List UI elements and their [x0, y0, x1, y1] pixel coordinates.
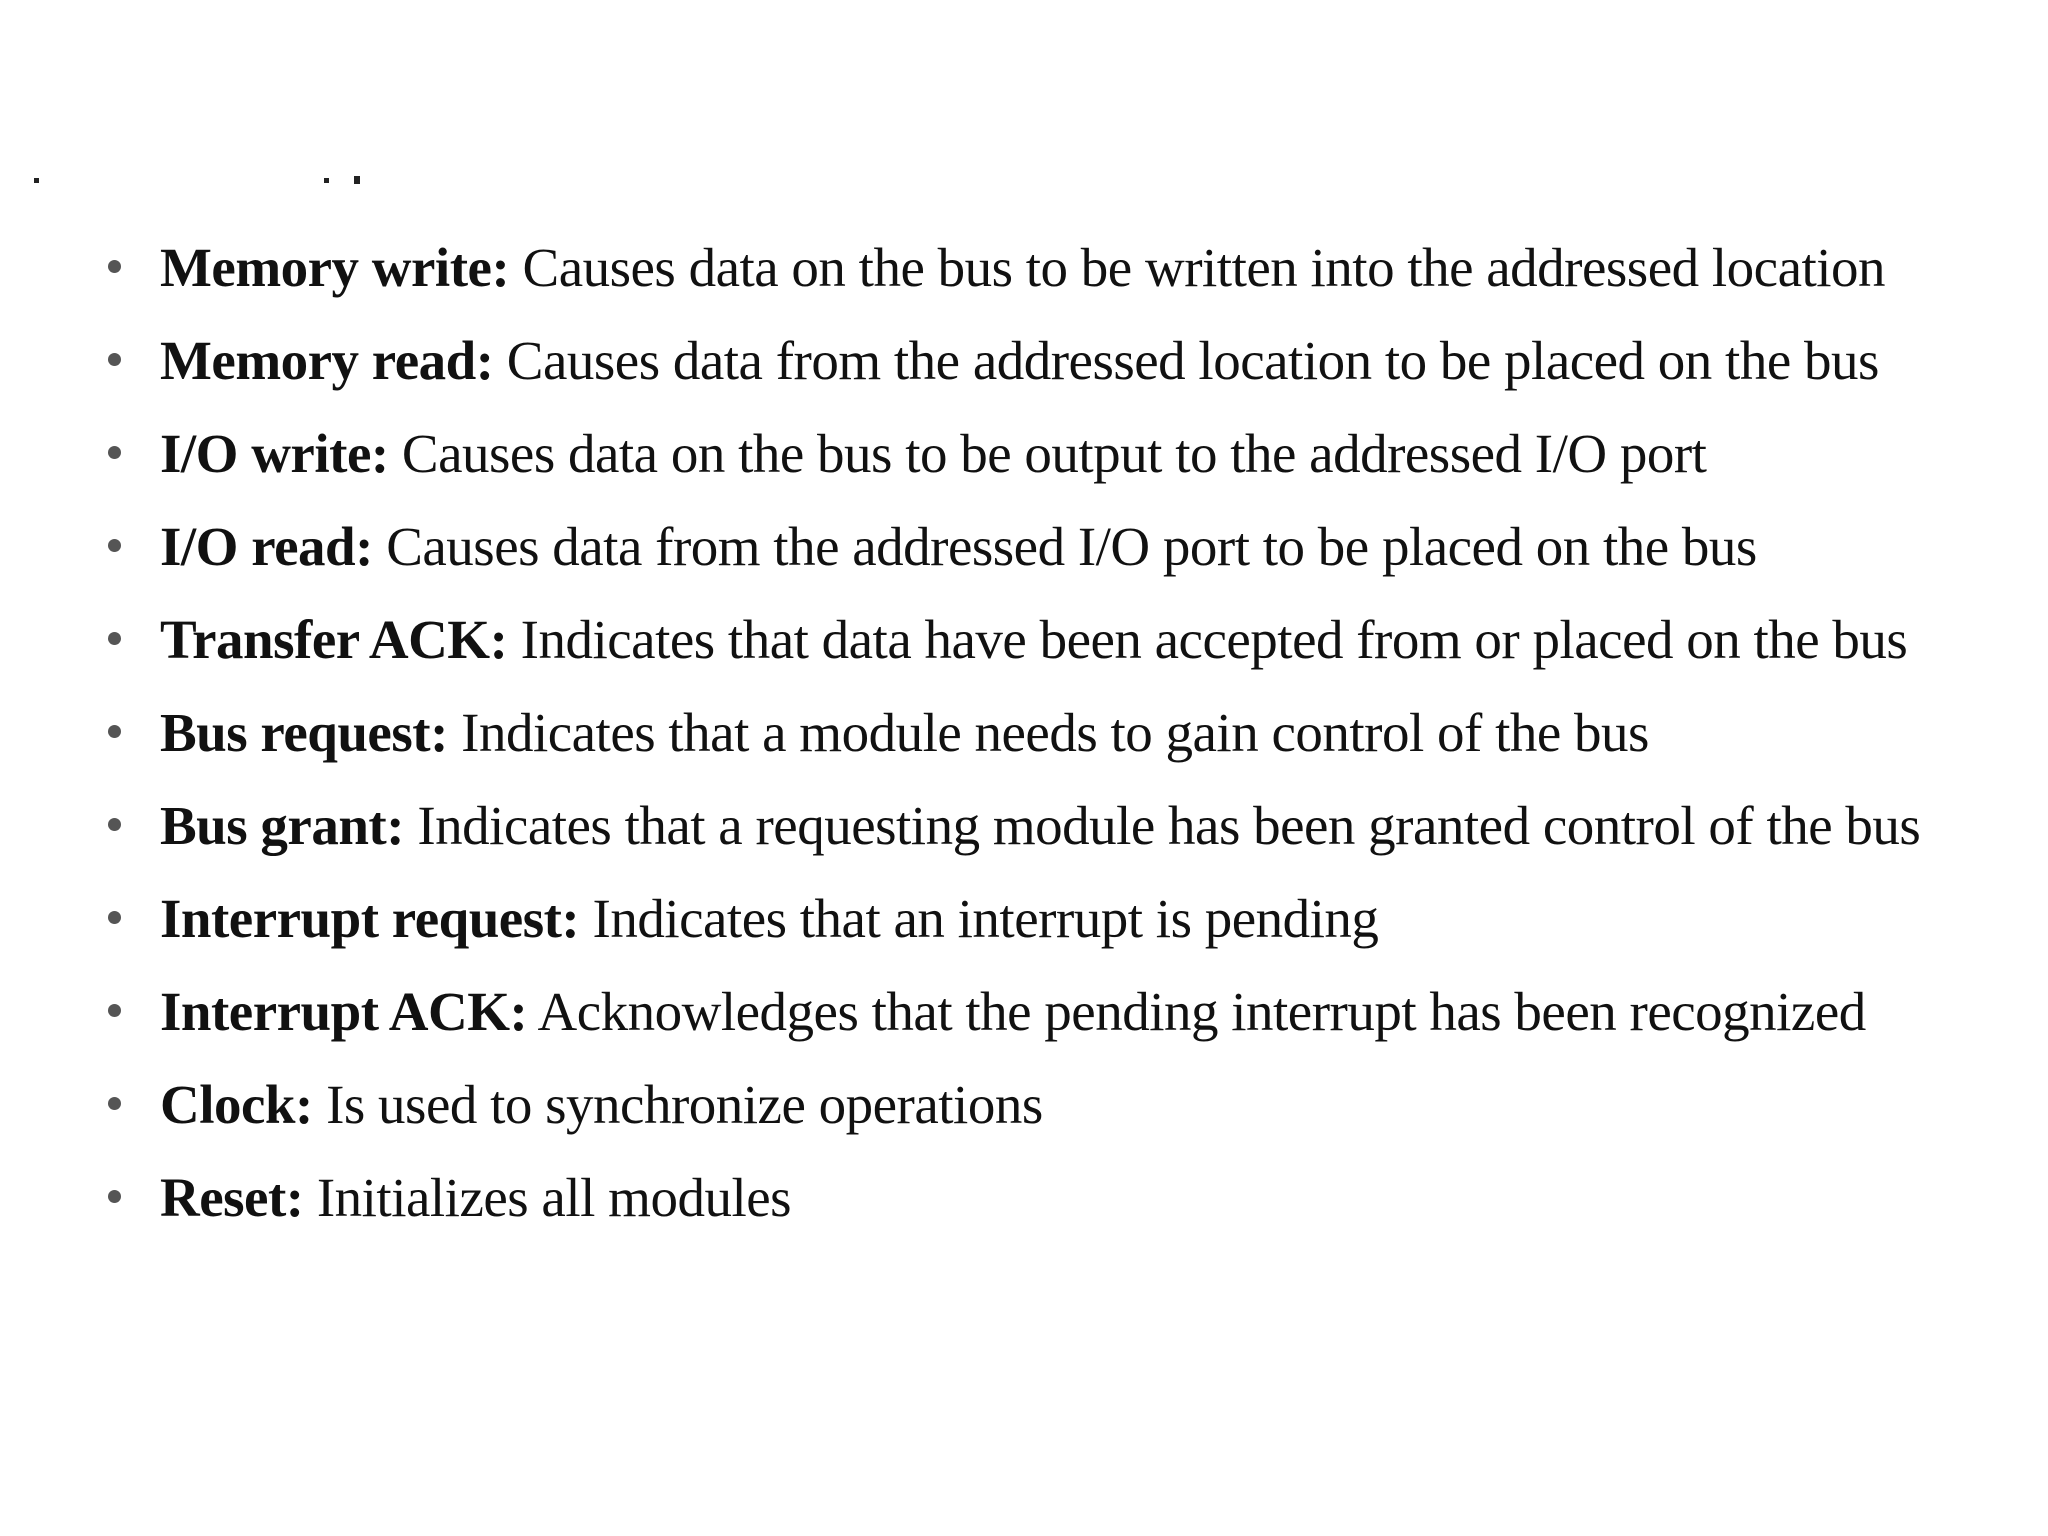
list-item-memory-read	[108, 329, 1968, 393]
term-description: Indicates that a requesting module has been granted control of the bus	[404, 795, 1921, 856]
list-item-bus-grant	[108, 794, 1968, 858]
term-description: Causes data from the addressed location to be placed on the bus	[493, 330, 1879, 391]
control-signal-list	[108, 236, 1968, 1230]
bullet-icon	[108, 911, 121, 924]
list-item-interrupt-ack	[108, 980, 1968, 1044]
bullet-icon	[108, 1190, 121, 1203]
bullet-icon	[108, 446, 121, 459]
list-item-io-read	[108, 515, 1968, 579]
term-label: I/O write:	[160, 423, 389, 484]
list-item-memory-write	[108, 236, 1968, 300]
list-item-reset	[108, 1166, 1968, 1230]
residual-mark	[34, 178, 39, 183]
bullet-icon	[108, 1097, 121, 1110]
term-description: Causes data on the bus to be output to the addressed I/O port	[388, 423, 1707, 484]
term-label: Memory write:	[160, 237, 510, 298]
residual-mark	[354, 176, 360, 184]
bullet-icon	[108, 539, 121, 552]
term-description: Acknowledges that the pending interrupt has been recognized	[527, 981, 1866, 1042]
bullet-icon	[108, 260, 121, 273]
term-label: Interrupt request:	[160, 888, 580, 949]
list-item-bus-request	[108, 701, 1968, 765]
list-item-io-write	[108, 422, 1968, 486]
term-label: Clock:	[160, 1074, 313, 1135]
list-item-clock	[108, 1073, 1968, 1137]
term-description: Initializes all modules	[303, 1167, 792, 1228]
term-description: Indicates that an interrupt is pending	[579, 888, 1379, 949]
term-description: Indicates that a module needs to gain control of the bus	[447, 702, 1649, 763]
term-label: Transfer ACK:	[160, 609, 508, 670]
residual-mark	[324, 178, 329, 183]
term-description: Indicates that data have been accepted from or placed on the bus	[507, 609, 1908, 670]
term-label: Bus request:	[160, 702, 448, 763]
list-item-transfer-ack	[108, 608, 1968, 672]
term-label: I/O read:	[160, 516, 373, 577]
bullet-icon	[108, 1004, 121, 1017]
bullet-icon	[108, 818, 121, 831]
term-label: Bus grant:	[160, 795, 405, 856]
term-description: Is used to synchronize operations	[312, 1074, 1043, 1135]
term-label: Interrupt ACK:	[160, 981, 528, 1042]
term-label: Reset:	[160, 1167, 304, 1228]
term-description: Causes data on the bus to be written into the addressed location	[509, 237, 1886, 298]
bullet-icon	[108, 353, 121, 366]
bullet-icon	[108, 725, 121, 738]
term-description: Causes data from the addressed I/O port to be placed on the bus	[372, 516, 1757, 577]
bullet-icon	[108, 632, 121, 645]
term-label: Memory read:	[160, 330, 494, 391]
list-item-interrupt-request	[108, 887, 1968, 951]
